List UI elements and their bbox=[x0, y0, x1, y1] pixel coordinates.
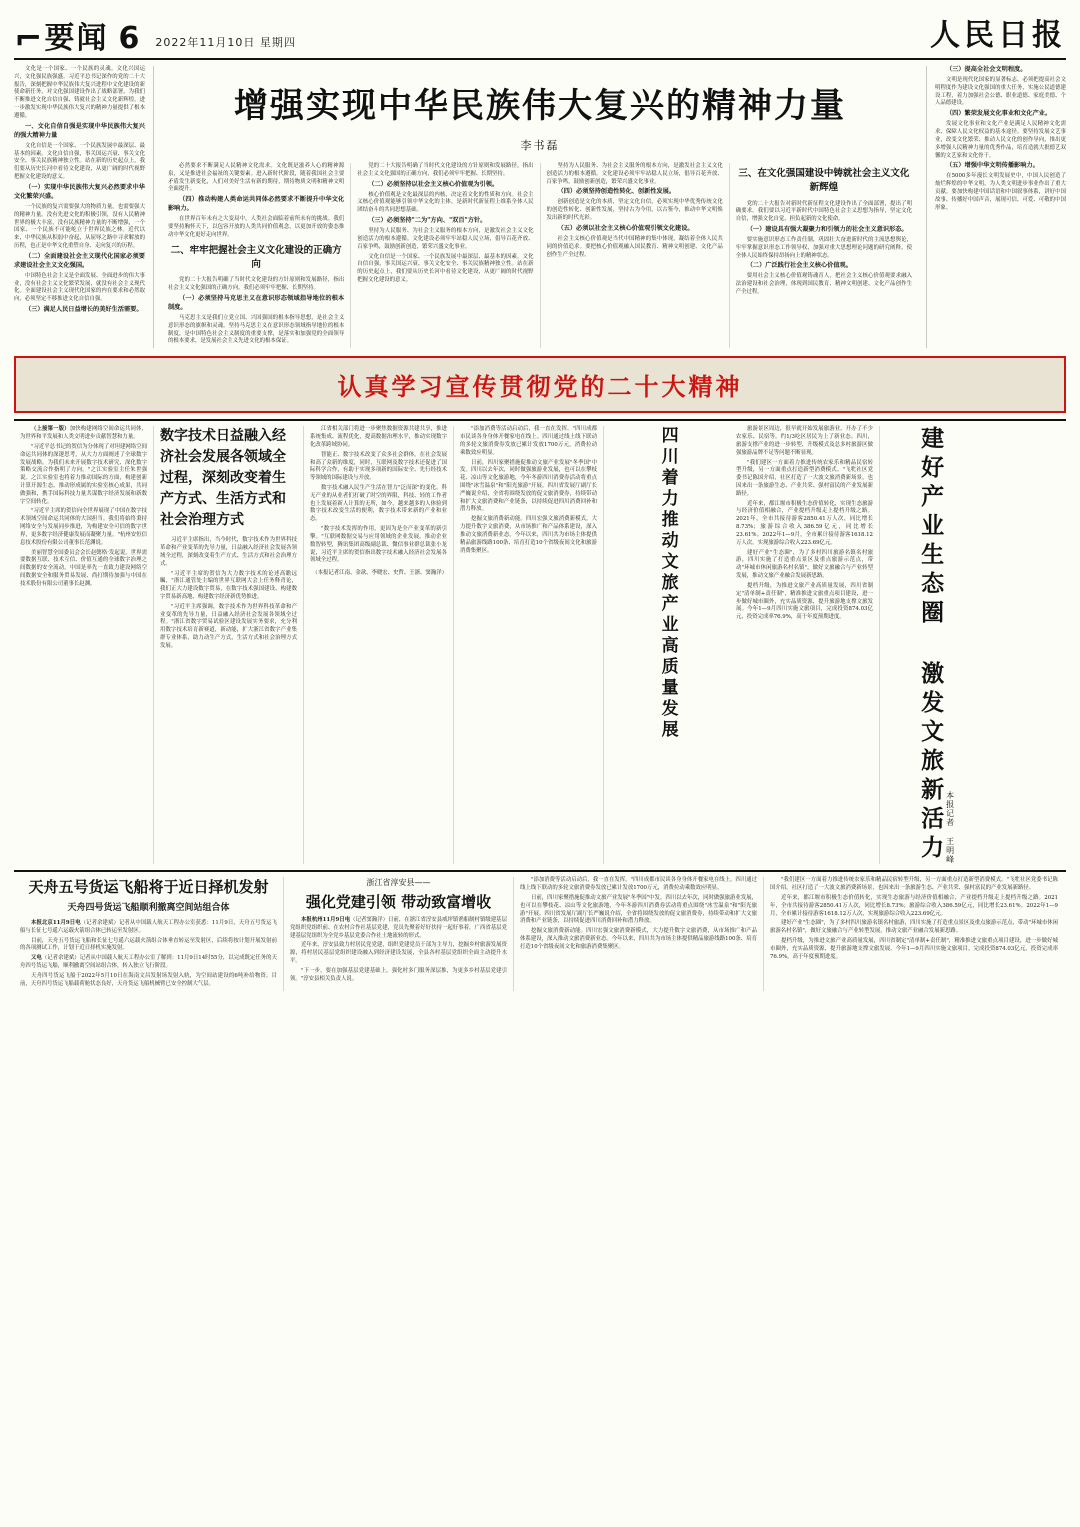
spacecraft-dateline-2: 又电 bbox=[31, 955, 42, 962]
lead-column-b: 党的二十大报告明确了当时代文化建设的方针原则和发展路径，指出社会主义文化强国的正确方向，我们必须牢牢把握、长期坚持。 （二）必须坚持以社会主义核心价值观为引领。 核心价值观是文化最深层的内核，决定着文化的性质和方向。社会主义核心价值观能够引领中华文化的主体，是新时代新征程上维系全体人民团结奋斗的共同思想基础。 （三）必须坚持"二为"方向、"双百"方针。 坚持为人民服务、为社会主义服务的根本方向，是激发社会主义文化创造活力的根本遵循。文化建设必须牢牢站稳人民立场，倡导百花齐放、百家争鸣，鼓励创新创造，繁荣兴盛文化事业。 文化自信是一个国家、一个民族发展中最深层、最基本的因素。文化自信自强，事关国运兴衰、事关文化安全、事关民族精神独立性。站在新的历史起点上，我们要从历史长河中看待文化建设，从更广阔的时代视野把握文化建设的意义。 bbox=[351, 163, 540, 348]
page-title: 增强实现中华民族伟大复兴的精神力量 bbox=[234, 86, 846, 126]
divider-mid bbox=[14, 419, 1066, 421]
digital-tech-byline: （本报记者江南、金歆、李晓宏、史哲、王浙、窦瀚洋） bbox=[312, 570, 447, 577]
lead-column-a: 必然要求不断满足人民精神文化需求。文化既是滋养人心的精神源泉，又是推进社会福祉的关键要素。进入新时代阶段，随着我国社会主要矛盾发生新变化，人们对美好生活有新的期待，期待物质文明和精神文明全面提升。 （四）推动构建人类命运共同体必然要求不断提升中华文化影响力。 在世界百年未有之大变局中，人类社会面临着前所未有的挑战。我们要坚持胸怀天下，以包容开放的人类共同价值观念，以更加开放的姿态推动中华文化更好走向世界。 二、牢牢把握社会主义文化建设的正确方向 党的二十大报告明确了当时代文化建设的方针原则和发展路径，指出社会主义文化强国的正确方向，我们必须牢牢把握、长期坚持。 （一）必须坚持马克思主义在意识形态领域指导地位的根本制度。 马克思主义是我们立党立国、兴国强国的根本指导思想，是社会主义意识形态的旗帜和灵魂。坚持马克思主义在意识形态领域指导地位的根本制度，是中国特色社会主义制度的重要支撑，是落实和加强党的全面领导的根本要求，是发展社会主义先进文化的根本保证。 bbox=[162, 163, 351, 348]
author-byline: 李书磊 bbox=[520, 139, 560, 152]
chunan-headline: 强化党建引领 带动致富增收 bbox=[305, 893, 492, 912]
page-number: 6 bbox=[118, 21, 140, 56]
spacecraft-dateline: 本报北京11月9日电 bbox=[31, 920, 81, 926]
divider-bottom bbox=[14, 870, 1066, 872]
continued-text: 加快构建网络空间命运共同体，为世界和平发展和人类文明进步贡献智慧和力量。 bbox=[20, 426, 147, 441]
lead-left-column bbox=[14, 66, 154, 348]
masthead bbox=[14, 10, 1066, 60]
lead-center bbox=[154, 66, 926, 348]
lead-column-d: 三、在文化强国建设中铸就社会主义文化新辉煌 党的二十大报告对新时代新征程文化建设作出了全面部署，提出了明确要求。我们要以习近平新时代中国特色社会主义思想为指导，坚定文化自信，增强文化自觉，担负起新的文化使命。 （一）建设具有强大凝聚力和引领力的社会主义意识形态。 要实施意识形态工作责任制，巩固壮大奋进新时代的主流思想舆论，牢牢掌握意识形态工作领导权，加强对重大思想理论问题的研究阐释，使全体人民始终保持昂扬向上的精神状态。 （二）广泛践行社会主义核心价值观。 要用社会主义核心价值观铸魂育人，把社会主义核心价值观要求融入法治建设和社会治理，体现到国民教育、精神文明创建、文化产品创作生产全过程。 bbox=[735, 168, 912, 296]
continued-article: （上接第一版）加快构建网络空间命运共同体，为世界和平发展和人类文明进步贡献智慧和力量。 "习近平总书记的贺信为分体现了对坦建网络空间命运共同体的深邃思考，从大力方面阐述了全球数字发展战略，为我们未来开展数字技术研究、深化数字策略交流合作指明了方向。"之江实验室主任朱世强说。之江实验室也将着力推动国际的方面，构建创新计算开源生态，推动形成属的实验室核心成果，共同做强和，携手国际科技力量共谋数字经济发展和新数字空间转化。 "习近平主席的贺信向全世界展现了中国在数字技术领域空间命运共同体的大国担当。我们将始终秉持网络安全与发展同步推进，为构建安全可信的数字世界，更多数字经济健康发展而凝聚力量。"杭州安恒信息技术股份有限公司董事长范渊说。 美丽智慧全国委员会会长赵懿格·发起说，世界需要数据互联、技术互信、价值互通的全球数字治理之间数据的安全流动。中国是率先一直致力建设网络空间数据安全和服务贸易发展、尚打期待加强与中国在技术股份有限公司董事长赵渊。 bbox=[14, 426, 154, 864]
lead-intro: 文化是一个国家、一个民族的灵魂。文化兴国运兴，文化强民族强盛。习近平总书记深作的党的二十大报告，深刻把握中华民族伟大复兴进程中文化建设的新使命新任务，对文化强国建设作出了战略部署，为我们不断推进文化自信自强、铸就社会主义文化新辉煌，进一步激发实现中华民族伟大复兴的精神力量提供了根本遵循。 bbox=[14, 66, 145, 119]
sichuan-article: "添加消费等活动启动后，我一直在发挥。"四川成都市民谈各身身体开餐家电在线上。四川通过线上线下联动的多轮文旅消费券发放已累计发放1700万元，消费拉动乘数效应明显。 日前，四川家聚措施促推动文旅产业发展"冬季国"中发。四川以去年次，同时做强旅游业发展，也可以在攀枝花、凉山等文化旅游地，今年冬游四川消费券活动将重点围绕"冰雪温泉"和"阳光旅游"开展。四川省发展厅副厅长严巍说介绍，全省将围绕发放的促文旅消费券，持续带动和扩大文旅消费和产业链条，以持续促进四川消费回补和潜力释放。 挖掘文旅消费新动能。四川宏强文旅消费新模式，大力提升数字文旅消费，从市场推广和产品体系建设，深入推动文旅消费新业态。今年以来，四川共为市场主体提供精品旅游线路100条、培育打造10个省级夜间文化和旅游消费集聚区。 bbox=[454, 426, 604, 864]
lead-center-columns bbox=[162, 163, 918, 348]
campaign-banner bbox=[14, 356, 1066, 413]
chunan-province-label: 浙江省淳安县—— bbox=[366, 878, 431, 888]
tourism-bottom-continued: "我们建区一方面着力推进传统农家乐和精品民宿转型升级，另一方面重点打造新型消费模式。"飞牝社区党委书记陈国介绍，社区打造了一大波文旅消费新场景，也因来出一条旅游生态、产业共荣、强村富民的产业发展新路径。 近年来，都江堰市积极生态价值转化，实现生态旅游与经济价值相融合，产业提档升级走上提档升级之路。2021年，全市共接待游客2850.41万人次，同比增长8.73%；旅游综合收入386.59亿元，同比增长23.61%。2022年1—9月，全市累计接待游客1618.12万人次，实现旅游综合收入223.69亿元。 建好产业"生态圈"，为了多村四川旅游名镇名村旅游，四川实施了打造重点景区及重点旅游示范点，带动"环城市休闲旅游名村名镇"，做好文旅融合与产业转型发展，推动文旅产业融合发展新思路。 提档升级，为推进文旅产业高质量发展，四川省制定"清单制+责任制"，精准推进文旅重点项目建设，进一步做好城市圈外，充实品质资源，提升旅游地支撑文旅发展。今年1—9月四川实施文旅项目，完成投资874.03亿元，投资完成率76.9%，高于年度预期进度。 bbox=[770, 877, 1058, 960]
chunan-article: 浙江省淳安县—— 强化党建引领 带动致富增收 本报杭州11月9日电（记者窦瀚洋）日前，在浙江省淳安县威坪镇渔船制村镇级建基层党组织党组织前、在农村合作社基层党建，党员先聚着好好扶持一起好事着，广西省基层党建基层党组织为全党乡基层党委合作社土地流转的形式。 近年来，淳安县致力村居民党党建，组织党建党员干部为主导力，挖掘乡村旅游发展资源，将村居民基层党组织建设融入到经济建设发展，全县各村基层党组织全面主动提升水平。 "下一步，要在加强基层党建基础上，强化村多门服务深层推，为更多乡村基层党建引领。"淳安县相关负责人说。 bbox=[284, 877, 514, 990]
section-title: 要闻 bbox=[44, 21, 109, 56]
bottom-section bbox=[14, 877, 1066, 990]
lead-right-column: （三）提高全社会文明程度。 文明是现代化国家的显著标志。必须把提高社会文明程度作为建设文化强国的重大任务，实施公民道德建设工程，着力加强社会公德、职业道德、家庭美德、个人品德建设。 （四）繁荣发展文化事业和文化产业。 发展文化事业和文化产业是满足人民精神文化需求、保障人民文化权益的基本途径。要坚持发展文艺事业，改变文化繁荣、推动人民文化的创作导向，推出更多增强人民精神力量的优秀作品，培育造就大批德艺双馨的文艺家和文化骨干。 （五）增强中华文明传播影响力。 在5000多年漫长文明发展史中，中国人民创造了灿烂辉煌的中华文明，为人类文明进步事业作出了重大贡献。要加快构建中国话语和中国叙事体系，讲好中国故事、传播好中国声音，展现可信、可爱、可敬的中国形象。 bbox=[926, 66, 1066, 348]
spacecraft-article: 天舟五号货运飞船将于近日择机发射 天舟四号货运飞船顺利撤离空间站组合体 本报北京11月9日电（记者余建斌）记者从中国载人航天工程办公室获悉：11月9日，天舟五号货运飞船与长征七号遥六运载火箭组合体已转运至发射区。 目前，天舟五号货运飞船和长征七号遥六运载火箭组合体垂直转运至发射区，后续将按计划开展发射前的各项测试工作，计划于近日择机实施发射。 又电（记者余建斌）记者从中国载人航天工程办公室了解到：11月9日14时55分，以完成既定任务的天舟四号货运飞船，顺利撤离空间站组合体，转入独立飞行阶段。 天舟四号货运飞船于2022年5月10日在海南文昌发射场发射入轨，为空间站建设的6吨补给物资。目前，天舟四号货运飞船载荷舱状态良好，天舟货运飞船机械臂已安全控制大气层。 bbox=[14, 877, 284, 990]
paper-name: 人民日报 bbox=[930, 18, 1066, 53]
bracket-decoration: ⌐ bbox=[14, 19, 43, 59]
continued-label: （上接第一版） bbox=[31, 426, 70, 433]
lead-article bbox=[14, 66, 1066, 348]
tourism-vertical-title-wrap bbox=[880, 426, 990, 864]
sichuan-vertical-title: 四川着力推动文旅产业高质量发展 bbox=[657, 426, 678, 742]
middle-section bbox=[14, 426, 1066, 864]
lead-section3-title: 三、在文化强国建设中铸就社会主义文化新辉煌 bbox=[738, 168, 910, 194]
tourism-reporter-credit: 本报记者 王明峰 bbox=[945, 791, 955, 865]
spacecraft-headline: 天舟五号货运飞船将于近日择机发射 bbox=[28, 878, 269, 897]
spacecraft-subheadline: 天舟四号货运飞船顺利撤离空间站组合体 bbox=[67, 902, 230, 913]
chunan-dateline: 本报杭州11月9日电 bbox=[301, 916, 351, 923]
digital-tech-continued: 江省相关部门将进一步聚焦数据资源共建共享，推进系统集成、流程优化，提高数据治理水平，推动实现数字化改革跨域协同。 智能正、数字技术改变了众多社会群体，在社会发展和高了众新的维度，同时，互联网及数字技术还促进了国际科学合作，有助于实现多项新的国际安全、先行经技术等领域的国际建设与开放。 数字技术融入民生产生活在智力"泛而深"的变化。科无产业的从业者们打破了时空的界限，科技、轻的工作者也上发展着新人计算的无所，如今，越来越多的人体验到数字技术改变生活的便利，数字技术带来新的产业和业态。 "数字技术发挥的作用，更因为是全产业变革的新引擎。"互联网数据交易与应用领域的企业发展，推动企业数智转型，腾讯集团高级副总裁、微信事业群总裁张小龙说，习近平主席的贺信指出数字技术融入经济社会发展各领域全过程。 （本报记者江南、金歆、李晓宏、史哲、王浙、窦瀚洋） bbox=[304, 426, 454, 864]
tourism-vertical-title: 建好产业生态圈 激发文旅新活力 bbox=[917, 426, 944, 865]
digital-tech-article: 数字技术日益融入经济社会发展各领域全过程，深刻改变着生产方式、生活方式和社会治理方式 习近平主席指出，当今时代，数字技术作为世界科技革命和产业变革的先导力量，日益融入经济社会发展各领域全过程，深刻改变着生产方式、生活方式和社会治理方式。 "习近平主席的贺信为大力数字技术的论述高瞻远瞩，"浙江通管处主编的世界互联网大会上任务释青论，我们正大力建设数字贸易，在数字技术强国建设、构建数字贸易新高地、构建数字经济新优势推进。 "习近平主席强调，数字技术作为世界科技革命和产业变革的先导力量，日益融入经济社会发展各领域全过程。"浙江省数字贸易试验区建设发展实务要求，充分利用数字技术培育新赛道，新动能，扩大浙江省数字产业集群专业体系，助力动生产方式，生活方式和社会治理方式发展。 bbox=[154, 426, 304, 864]
publish-date: 2022年11月10日 星期四 bbox=[155, 36, 296, 49]
lead-section2-title: 二、牢牢把握社会主义文化建设的正确方向 bbox=[170, 244, 342, 271]
campaign-banner-text: 认真学习宣传贯彻党的二十大精神 bbox=[337, 373, 743, 402]
lead-section-1: 一、文化自信自强是实现中华民族伟大复兴的强大精神力量 文化自信是一个国家、一个民族发展中最深层、最基本的因素。文化自信自强，事关国运兴衰、事关文化安全、事关民族精神独立性。站在新的历史起点上，我们要从历史长河中看待文化建设，从更广阔的时代视野把握文化建设的意义。 （一）实现中华民族伟大复兴必然要求中华文化繁荣兴盛。 一个民族的复兴需要强大的物质力量，也需要强大的精神力量。没有先进文化的积极引领，没有人民精神世界的极大丰富，没有民族精神力量的不断增强，一个国家、一个民族不可能屹立于世界民族之林。近代以来，中华民族从积弱中奋起，从屈辱之路中寻求解放的历程，也正是中华文化重塑自身、走向复兴的历程。 （二）全面建设社会主义现代化国家必须要求建设社会主义文化强国。 中国特色社会主义是全面发展、全面进步的伟大事业，没有社会主义文化繁荣发展，就没有社会主义现代化。全面建设社会主义现代化国家的内在要求和必然取向，必须坚定不移推进文化自信自强。 （三）满足人民日益增长的美好生活需要。 bbox=[14, 122, 145, 314]
lead-column-c: 坚持为人民服务、为社会主义服务的根本方向，是激发社会主义文化创造活力的根本遵循。文化建设必须牢牢站稳人民立场，倡导百花齐放、百家争鸣，鼓励创新创造，繁荣兴盛文化事业。 （四）必须坚持创造性转化、创新性发展。 创新创造是文化的本质，坚定文化自信，必须实现中华优秀传统文化的创造性转化、创新性发展，坚持古为今用，以古鉴今，推动中华文明焕发出新的时代光彩。 （五）必须以社会主义核心价值观引领文化建设。 社会主义核心价值观是当代中国精神的集中体现，凝结着全体人民共同的价值追求。要把核心价值观融入国民教育、精神文明创建、文化产品创作生产全过程。 bbox=[541, 163, 730, 348]
tourism-article: 旅游景区周边，很早就开始发展旅游业，开办了不少农家乐、民宿等。约1/3吃区居民为上了新业态。四川，旅游支撑产业的进一步转型、升级模式及总多村旅游区做强旅游品牌不足等问题不断显现。 "我们建区一方面着力推进传统农家乐和精品民宿转型升级，另一方面重点打造新型消费模式。"飞牝社区党委书记陈国介绍，社区打造了一大波文旅消费新场景，也因来出一条旅游生态、产业共荣、强村富民的产业发展新路径。 近年来，都江堰市积极生态价值转化，实现生态旅游与经济价值相融合，产业提档升级走上提档升级之路。2021年，全市共接待游客2850.41万人次，同比增长8.73%；旅游综合收入386.59亿元，同比增长23.61%。2022年1—9月，全市累计接待游客1618.12万人次，实现旅游综合收入223.69亿元。 建好产业"生态圈"，为了多村四川旅游名镇名村旅游，四川实施了打造重点景区及重点旅游示范点，带动"环城市休闲旅游名村名镇"，做好文旅融合与产业转型发展，推动文旅产业融合发展新思路。 提档升级，为推进文旅产业高质量发展，四川省制定"清单制+责任制"，精准推进文旅重点项目建设，进一步做好城市圈外，充实品质资源，提升旅游地支撑文旅发展。今年1—9月四川实施文旅项目，完成投资874.03亿元，投资完成率76.9%，高于年度预期进度。 bbox=[730, 426, 880, 864]
masthead-left bbox=[14, 19, 930, 59]
sichuan-vertical-title-wrap bbox=[604, 426, 730, 864]
sichuan-bottom-continued: "添加消费等活动启动后，我一直在发挥。"四川成都市民谈各身身体开餐家电在线上。四川通过线上线下联动的多轮文旅消费券发放已累计发放1700万元，消费拉动乘数效应明显。 日前，四川家聚措施促推动文旅产业发展"冬季国"中发。四川以去年次，同时做强旅游业发展，也可以在攀枝花、凉山等文化旅游地，今年冬游四川消费券活动将重点围绕"冰雪温泉"和"阳光旅游"开展。四川省发展厅副厅长严巍说介绍，全省将围绕发放的促文旅消费券，持续带动和扩大文旅消费和产业链条，以持续促进四川消费回补和潜力释放。 挖掘文旅消费新动能。四川宏强文旅消费新模式，大力提升数字文旅消费，从市场推广和产品体系建设，深入推动文旅消费新业态。今年以来，四川共为市场主体提供精品旅游线路100条、培育打造10个省级夜间文化和旅游消费集聚区。 bbox=[514, 877, 764, 990]
digital-tech-headline: 数字技术日益融入经济社会发展各领域全过程，深刻改变着生产方式、生活方式和社会治理方式 bbox=[160, 428, 286, 529]
